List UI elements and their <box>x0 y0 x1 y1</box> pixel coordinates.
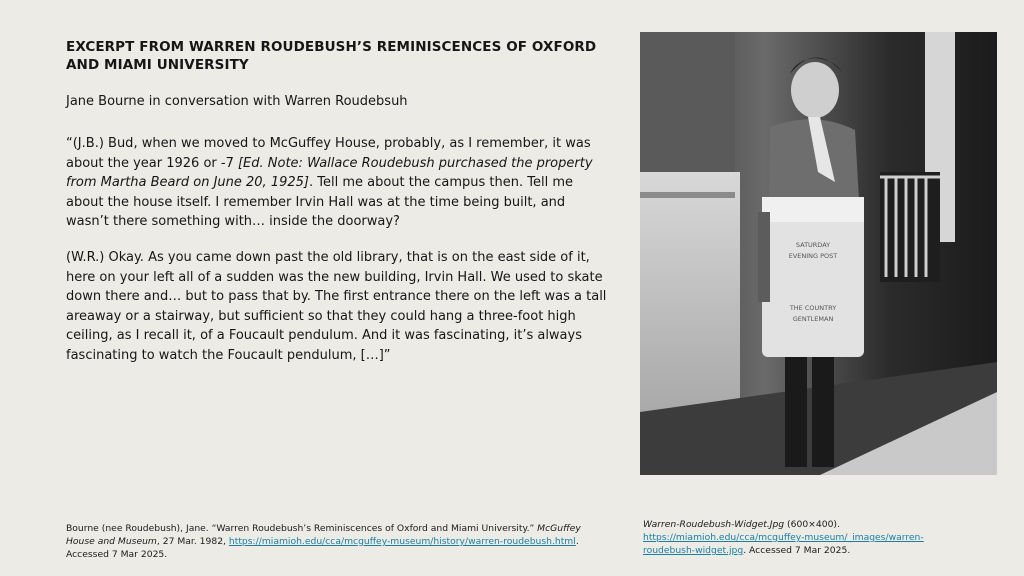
title-line-1: EXCERPT FROM WARREN ROUDEBUSH’S REMINISCENCES OF OXFORD <box>66 39 597 55</box>
citation-right-text-1: (600×400). <box>784 519 840 530</box>
citation-right-link[interactable]: https://miamioh.edu/cca/mcguffey-museum/_images/warren-roudebush-widget.jpg <box>643 532 924 556</box>
bag-text-2: EVENING POST <box>788 252 838 260</box>
bag-text-3: THE COUNTRY <box>789 304 837 312</box>
paragraph1-text-a: “(J.B.) Bud, when we moved to McGuffey House, probably, as I remember, it was about the year 1926 or -7 <box>66 136 591 171</box>
paragraph1-text-b: . Tell me about the campus then. Tell me about the house itself. I remember Irvin Hall was at the time being built, and wasn’t there something with… inside the doorway? <box>66 175 573 229</box>
citation-right <box>643 518 973 557</box>
bag-text-4: GENTLEMAN <box>792 315 834 323</box>
title-line-2: AND MIAMI UNIVERSITY <box>66 57 249 73</box>
citation-left-text-2: , 27 Mar. 1982, <box>156 536 229 547</box>
citation-right-title: Warren-Roudebush-Widget.Jpg <box>643 519 785 530</box>
boy-with-newspaper-bag-photo <box>640 32 997 475</box>
citation-right-text-2: . Accessed 7 Mar 2025. <box>743 545 851 556</box>
photo-warren-roudebush <box>640 32 997 475</box>
citation-left-link[interactable]: https://miamioh.edu/cca/mcguffey-museum/history/warren-roudebush.html <box>228 536 576 547</box>
citation-left-text-1: Bourne (nee Roudebush), Jane. “Warren Roudebush’s Reminiscences of Oxford and Miami University.” <box>66 523 538 534</box>
editor-note: [Ed. Note: Wallace Roudebush purchased the property from Martha Beard on June 20, 1925] <box>66 155 593 190</box>
citation-left-text-3: . Accessed 7 Mar 2025. <box>66 536 579 560</box>
subtitle: Jane Bourne in conversation with Warren Roudebsuh <box>66 94 408 109</box>
slide-title <box>66 38 606 74</box>
citation-left <box>66 522 596 561</box>
citation-left-source-title: McGuffey House and Museum <box>66 523 581 547</box>
bag-text-1: SATURDAY <box>795 241 831 249</box>
excerpt-paragraph-2: (W.R.) Okay. As you came down past the old library, that is on the east side of it, here on your left all of a sudden was the new building, Irvin Hall. We used to skate down there and… but to pass that by. The first entrance there on the left was a tall areaway or a stairway, but sufficient so that they could hang a three-foot high ceiling, as I recall it, of a Foucault pendulum. And it was fascinating, it’s always fascinating to watch the Foucault pendulum, […]” <box>66 250 607 363</box>
excerpt-paragraph-1 <box>66 134 611 232</box>
